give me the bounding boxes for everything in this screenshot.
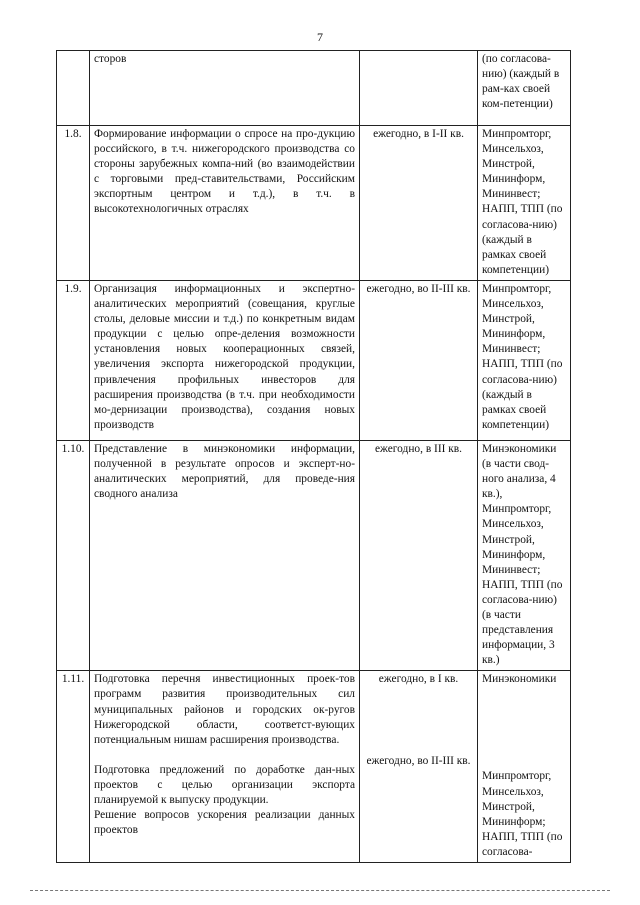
term-cell: ежегодно, в III кв.: [360, 440, 478, 670]
executors-text: Минэкономики: [482, 673, 557, 686]
action-cell: [90, 126, 360, 281]
term-cell: [360, 671, 478, 863]
term-text: ежегодно, в I кв.: [378, 673, 459, 686]
row-number: 1.9.: [57, 280, 90, 440]
row-number: [57, 51, 90, 126]
table-row: [57, 280, 571, 440]
action-cell: [90, 671, 360, 863]
table-row: [57, 126, 571, 281]
action-text: Организация информационных и экспертно-аналитических мероприятий (совещания, круглые столы, деловые миссии и т.д.) по конкретным видам продукции с целью опре-деления возможности установления новых кооперационных связей, увеличения экспорта нижегородской продукции, привлечения профильных инвесторов для расширения производства (в т.ч. при необходимости мо-дернизации производства), создания новых производств: [94, 282, 355, 431]
row-number: 1.8.: [57, 126, 90, 281]
row-number: 1.11.: [57, 671, 90, 863]
term-text: ежегодно, во II-III кв.: [366, 755, 471, 768]
executors-text: Минпромторг, Минсельхоз, Минстрой, Мининформ; НАПП, ТПП (по согласова-: [482, 770, 563, 858]
action-text: Представление в минэкономики информации, полученной в результате опросов и эксперт-но-аналитических мероприятий, для проведе-ния сводного анализа: [94, 442, 355, 501]
table-row: [57, 671, 571, 863]
measures-table: [56, 50, 571, 863]
action-text: Подготовка предложений по доработке дан-ных проектов с целью организации экспорта планируемой к выпуску продукции.: [94, 763, 355, 806]
page-number: 7: [317, 30, 323, 44]
action-text: Решение вопросов ускорения реализации данных проектов: [94, 809, 355, 837]
action-cell: [90, 440, 360, 670]
executors-cell: (по согласова-нию) (каждый в рам-ках своей ком-петенции): [478, 51, 571, 126]
executors-cell: Минпромторг, Минсельхоз, Минстрой, Мининформ, Мининвест; НАПП, ТПП (по согласова-нию) (каждый в рамках своей компетенции): [478, 126, 571, 281]
row-number: 1.10.: [57, 440, 90, 670]
term-cell: ежегодно, во II-III кв.: [360, 280, 478, 440]
action-text: сторов: [94, 53, 127, 65]
action-text: Формирование информации о спросе на про-дукцию российского, в т.ч. нижегородского производства со стороны зарубежных компа-ний (во взаимодействии с торговыми пред-ставительствами, Российским экспортным центром и т.д.), в т.ч. в высокотехнологичных отраслях: [94, 128, 355, 216]
executors-cell: [478, 671, 571, 863]
term-cell: ежегодно, в I-II кв.: [360, 126, 478, 281]
action-cell: [90, 51, 360, 126]
page-edge-line: [30, 890, 610, 891]
action-text: Подготовка перечня инвестиционных проек-тов программ развития производительных сил муниципальных районов и городских ок-ругов Нижегородской области, соответст-вующих потенциальным нишам расширения производства.: [94, 673, 355, 746]
term-cell: [360, 51, 478, 126]
action-cell: [90, 280, 360, 440]
executors-cell: Минэкономики (в части свод-ного анализа, 4 кв.), Минпромторг, Минсельхоз, Минстрой, Мининформ, Мининвест; НАПП, ТПП (по согласова-нию) (в части представления информации, 3 кв.): [478, 440, 571, 670]
table-row: [57, 51, 571, 126]
table-row: [57, 440, 571, 670]
executors-cell: Минпромторг, Минсельхоз, Минстрой, Мининформ, Мининвест; НАПП, ТПП (по согласова-нию) (каждый в рамках своей компетенции): [478, 280, 571, 440]
